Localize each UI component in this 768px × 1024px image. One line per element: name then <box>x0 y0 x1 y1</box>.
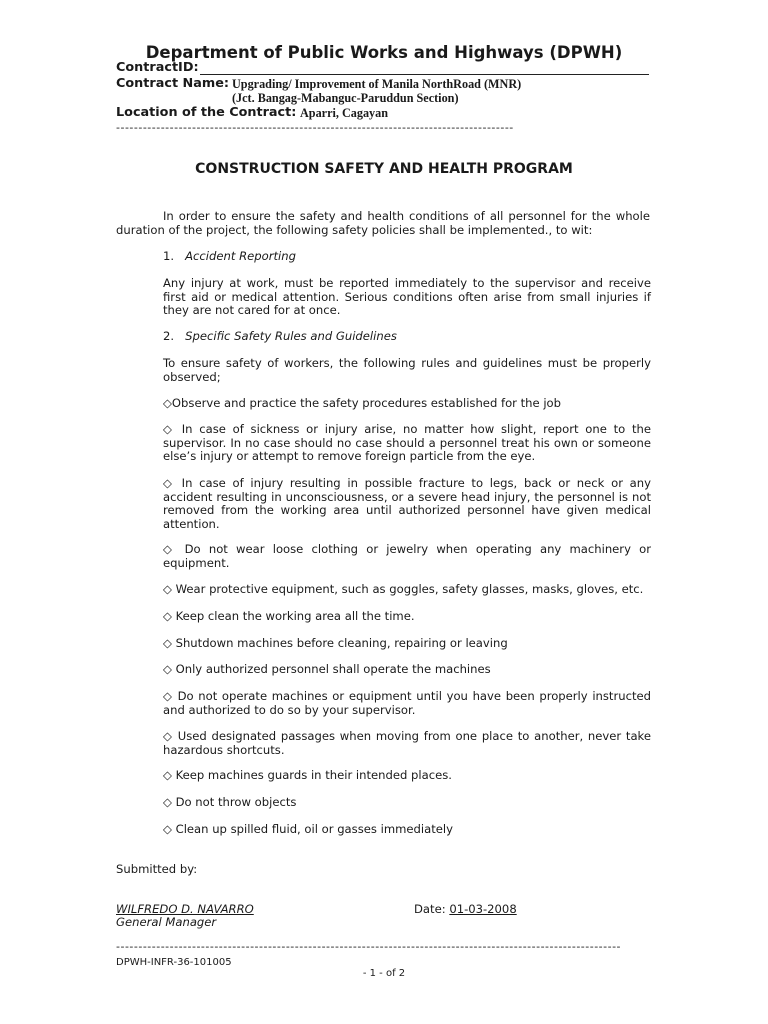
rule-item: ◇Observe and practice the safety procedures established for the job <box>163 396 561 410</box>
section-1-body: Any injury at work, must be reported immediately to the supervisor and receive first aid or medical attention. Serious conditions often arise from small injuries if they are not cared for at once. <box>163 276 651 317</box>
signatory-name: WILFREDO D. NAVARRO <box>116 902 254 916</box>
signatory-position: General Manager <box>116 915 217 929</box>
section-1-heading <box>163 250 296 264</box>
document-title: Department of Public Works and Highways (DPWH) <box>145 43 623 62</box>
section-1-title: Accident Reporting <box>185 249 296 263</box>
rule-item: ◇ Keep clean the working area all the time. <box>163 609 415 623</box>
document-code: DPWH-INFR-36-101005 <box>116 957 232 968</box>
date-field <box>414 903 517 917</box>
rule-item: ◇ In case of sickness or injury arise, no matter how slight, report one to the supervisor. In no case should no case should a personnel treat his own or someone else’s injury or attempt to remove foreign particle from the eye. <box>163 422 651 463</box>
section-1-number: 1. <box>163 249 175 263</box>
location-label: Location of the Contract: <box>116 105 297 120</box>
rule-item: ◇ Do not wear loose clothing or jewelry when operating any machinery or equipment. <box>163 542 651 570</box>
contract-id-label: ContractID: <box>116 60 199 75</box>
rule-item: ◇ Do not throw objects <box>163 795 297 809</box>
date-value: 01-03-2008 <box>449 902 517 916</box>
rule-item: ◇ In case of injury resulting in possible fracture to legs, back or neck or any accident resulting in unconsciousness, or a severe head injury, the personnel is not removed from the working area until authorized personnel have given medical attention. <box>163 476 651 531</box>
footer-separator: ----------------------------------------------------------------------------------------------------------------- <box>116 940 622 953</box>
contract-name-line2: (Jct. Bangag-Mabanguc-Paruddun Section) <box>232 91 459 105</box>
submitted-by-label: Submitted by: <box>116 862 198 876</box>
rule-item: ◇ Only authorized personnel shall operate the machines <box>163 662 491 676</box>
program-heading: CONSTRUCTION SAFETY AND HEALTH PROGRAM <box>195 161 573 177</box>
intro-paragraph: In order to ensure the safety and health conditions of all personnel for the whole duration of the project, the following safety policies shall be implemented., to wit: <box>116 209 650 237</box>
rule-item: ◇ Used designated passages when moving from one place to another, never take hazardous shortcuts. <box>163 729 651 757</box>
section-2-body: To ensure safety of workers, the following rules and guidelines must be properly observed; <box>163 356 651 384</box>
section-2-heading <box>163 330 397 344</box>
date-label: Date: <box>414 902 450 916</box>
rule-item: ◇ Shutdown machines before cleaning, repairing or leaving <box>163 636 508 650</box>
section-2-title: Specific Safety Rules and Guidelines <box>185 329 397 343</box>
contract-name-label: Contract Name: <box>116 76 229 91</box>
rule-item: ◇ Keep machines guards in their intended places. <box>163 768 452 782</box>
section-2-number: 2. <box>163 329 175 343</box>
page-number: - 1 - of 2 <box>362 968 406 979</box>
location-value: Aparri, Cagayan <box>300 106 389 120</box>
rule-item: ◇ Do not operate machines or equipment until you have been properly instructed and authorized to do so by your supervisor. <box>163 689 651 717</box>
rule-item: ◇ Clean up spilled fluid, oil or gasses immediately <box>163 822 453 836</box>
contract-id-blank-line <box>200 74 649 75</box>
header-separator: ----------------------------------------------------------------------------------------- <box>116 121 514 134</box>
contract-name-line1: Upgrading/ Improvement of Manila NorthRoad (MNR) <box>232 77 522 91</box>
rule-item: ◇ Wear protective equipment, such as goggles, safety glasses, masks, gloves, etc. <box>163 582 644 596</box>
